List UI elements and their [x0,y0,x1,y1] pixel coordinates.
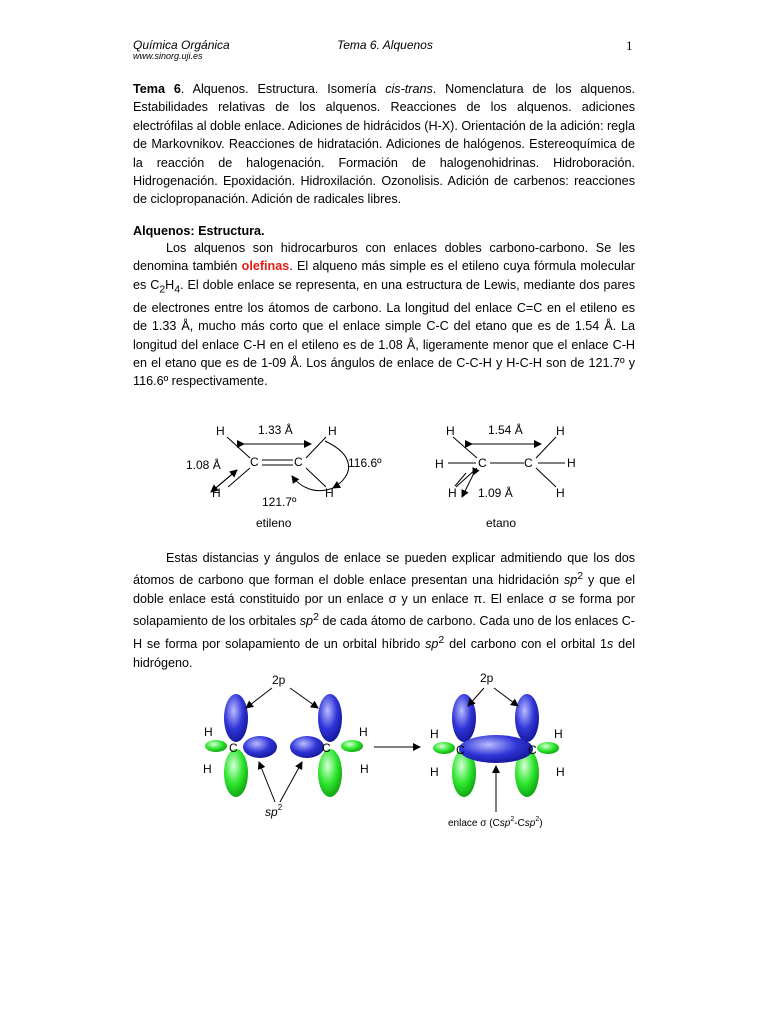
atom-h: H [328,424,337,438]
svg-text:H: H [204,725,213,739]
ethane-ch-length: 1.09 Å [478,486,513,500]
svg-text:C: C [528,743,537,757]
ethane-cc-length: 1.54 Å [488,423,523,437]
hybridization-paragraph: Estas distancias y ángulos de enlace se pueden explicar admitiendo que los dos átomos de carbono que forman el doble enlace presentan una hidridación $sp^2$ y que el doble enlace está constituido por un enlace σ y un enlace π. El enlace σ se forma por solapamiento de los orbitales $sp^2$ de cada átomo de carbono. Cada uno de los enlaces C-H se forma por solapamiento de un orbital híbrido $sp^2$ del carbono con el orbital 1s del hidrógeno. [133,551,635,670]
ethylene-label: etileno [256,516,292,530]
ethane-label: etano [486,516,517,530]
sigma-bond-label: enlace σ (Csp$^2$-Csp$^2$) [448,816,543,829]
ethylene-molecule [186,422,382,530]
atom-h: H [446,424,455,438]
svg-text:H: H [430,727,439,741]
sigma-bond-orbitals [430,671,565,829]
svg-text:H: H [554,727,563,741]
ethane-molecule [435,422,576,530]
svg-text:H: H [430,765,439,779]
p-orbital-label: 2p [480,671,494,685]
svg-text:H: H [359,725,368,739]
angle-hch: 116.6º [348,456,382,470]
header-website: www.sinorg.uji.es [133,51,203,61]
intro-label: Tema 6 [133,82,181,96]
svg-text:H: H [203,762,212,776]
atom-c: C [250,455,259,469]
page-number: 1 [626,38,633,53]
svg-text:C: C [229,741,238,755]
ethylene-cc-length: 1.33 Å [258,423,293,437]
atom-h: H [556,486,565,500]
sp2-orbitals-separate [203,673,369,819]
atom-c: C [294,455,303,469]
atom-c: C [524,456,533,470]
olefinas-term: olefinas [241,259,290,274]
atom-h: H [325,486,334,500]
atom-c: C [478,456,487,470]
svg-text:H: H [556,765,565,779]
atom-h: H [567,456,576,470]
sp2-label: $sp^2$ [265,803,283,819]
atom-h: H [435,457,444,471]
atom-h: H [216,424,225,438]
section-title: Alquenos: Estructura. [133,224,265,238]
intro-paragraph: Tema 6. Alquenos. Estructura. Isomería cis-trans. Nomenclatura de los alquenos. Estabilidades relativas de los alquenos. Reacciones de los alquenos. adiciones electrófilas al doble enlace. Adiciones de hidrácidos (H-X). Orientación de la adición: regla de Markovnikov. Reacciones de hidratación. Adiciones de halógenos. Estereoquímica de la reacción de halogenación. Formación de halogenohidrinas. Hidroboración. Hidrogenación. Epoxidación. Hidroxilación. Ozonolisis. Adición de carbenos: reacciones de ciclopropanación. Adición de radicales libres. [133,82,636,207]
p-orbital-label: 2p [272,673,286,687]
atom-h: H [448,486,457,500]
atom-h: H [212,486,221,500]
header-topic: Tema 6. Alquenos [337,38,433,52]
svg-text:H: H [360,762,369,776]
structure-paragraph: Los alquenos son hidrocarburos con enlaces dobles carbono-carbono. Se les denomina también olefinas. El alqueno más simple es el etileno cuya fórmula molecular es $C_2H_4$. El doble enlace se representa, en una estructura de Lewis, mediante dos pares de electrones entre los átomos de carbono. La longitud del enlace C=C en el etileno es de 1.33 Å, mucho más corto que el enlace simple C-C del etano que es de 1.54 Å. La longitud del enlace C-H en el etileno es de 1.08 Å, ligeramente menor que el enlace C-H en el etano que es de 1-09 Å. Los ángulos de enlace de C-C-H y H-C-H son de 121.7º y 116.6º respectivamente. [133,241,635,389]
header-course: Química Orgánica [133,38,230,52]
svg-text:C: C [456,743,465,757]
ethylene-ch-length: 1.08 Å [186,458,221,472]
atom-h: H [556,424,565,438]
angle-cch: 121.7º [262,495,297,509]
svg-text:C: C [322,741,331,755]
